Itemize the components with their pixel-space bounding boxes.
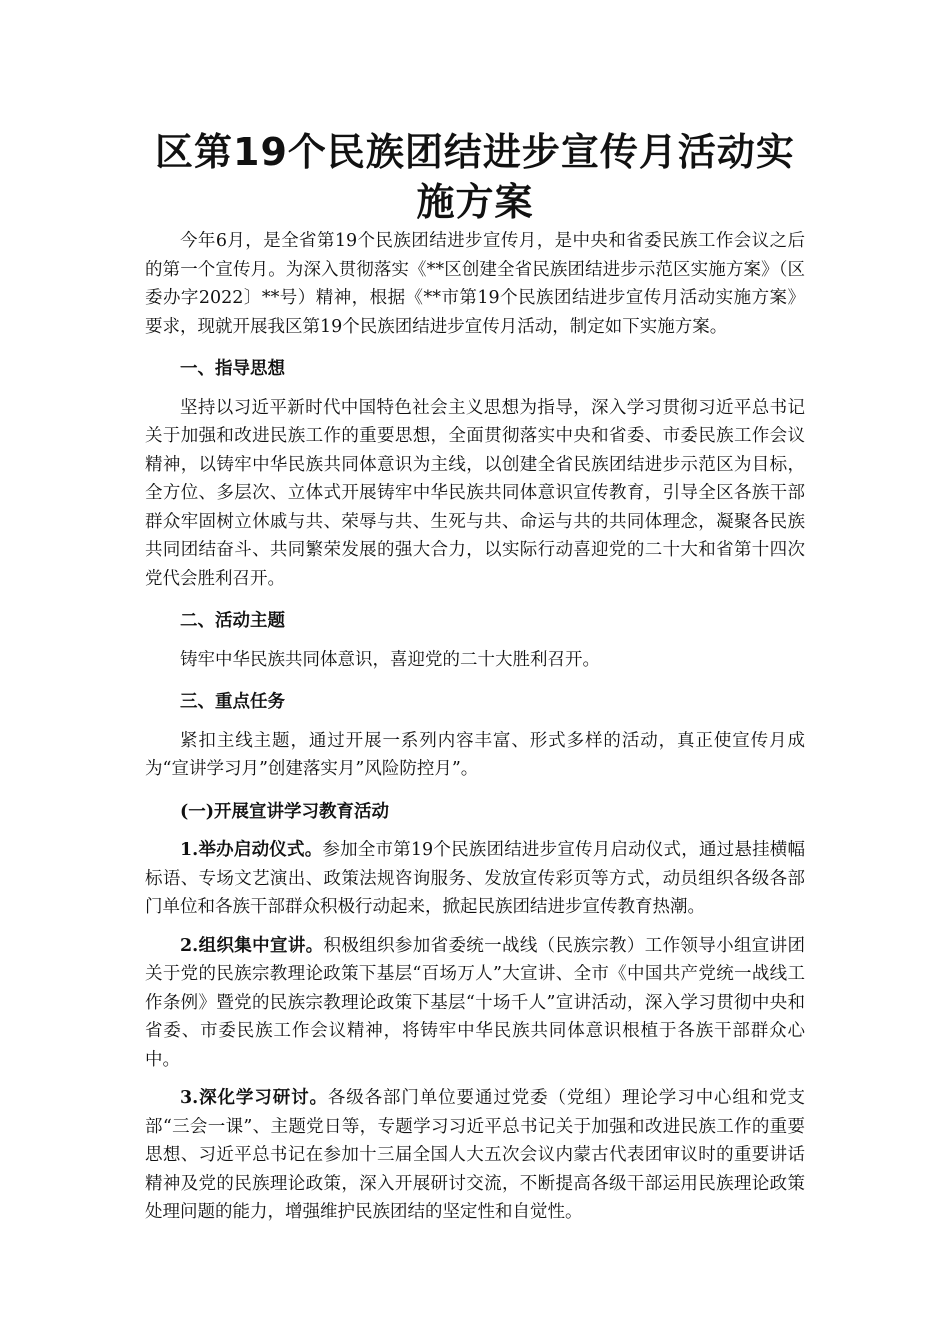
subsection-heading-lecture-activities: (一)开展宣讲学习教育活动 <box>180 801 390 822</box>
section-heading-activity-theme: 二、活动主题 <box>180 611 285 631</box>
task-item-launch-ceremony <box>145 836 805 922</box>
section-heading-guiding-ideology: 一、指导思想 <box>180 359 285 379</box>
document-page <box>145 0 805 1227</box>
intro-paragraph: 今年6月，是全省第19个民族团结进步宣传月，是中央和省委民族工作会议之后的第一个宣传月。为深入贯彻落实《**区创建全省民族团结进步示范区实施方案》（区委办字2022〕**号）精神，根据《**市第19个民族团结进步宣传月活动实施方案》要求，现就开展我区第19个民族团结进步宣传月活动，制定如下实施方案。 <box>145 231 805 337</box>
section-heading-key-tasks: 三、重点任务 <box>180 692 285 712</box>
task-item-lead: 3.深化学习研讨。 <box>180 1088 328 1108</box>
section-body-activity-theme: 铸牢中华民族共同体意识，喜迎党的二十大胜利召开。 <box>180 649 600 670</box>
task-item-text: 各级各部门单位要通过党委（党组）理论学习中心组和党支部“三会一课”、主题党日等，专题学习习近平总书记关于加强和改进民族工作的重要思想、习近平总书记在参加十三届全国人大五次会议内蒙古代表团审议时的重要讲话精神及党的民族理论政策，深入开展研讨交流，不断提高各级干部运用民族理论政策处理问题的能力，增强维护民族团结的坚定性和自觉性。 <box>145 1088 805 1222</box>
task-item-text: 参加全市第19个民族团结进步宣传月启动仪式，通过悬挂横幅标语、专场文艺演出、政策法规咨询服务、发放宣传彩页等方式，动员组织各级各部门单位和各族干部群众积极行动起来，掀起民族团结进步宣传教育热潮。 <box>145 840 805 917</box>
task-item-lead: 2.组织集中宣讲。 <box>180 935 324 956</box>
task-item-lead: 1.举办启动仪式。 <box>180 840 323 860</box>
task-item-study-discussion <box>145 1084 805 1227</box>
task-item-text: 积极组织参加省委统一战线（民族宗教）工作领导小组宣讲团关于党的民族宗教理论政策下基层“百场万人”大宣讲、全市《中国共产党统一战线工作条例》暨党的民族宗教理论政策下基层“十场千人”宣讲活动，深入学习贯彻中央和省委、市委民族工作会议精神，将铸牢中华民族共同体意识根植于各族干部群众心中。 <box>145 935 805 1070</box>
section-body-guiding-ideology: 坚持以习近平新时代中国特色社会主义思想为指导，深入学习贯彻习近平总书记关于加强和改进民族工作的重要思想，全面贯彻落实中央和省委、市委民族工作会议精神，以铸牢中华民族共同体意识为主线，以创建全省民族团结进步示范区为目标，全方位、多层次、立体式开展铸牢中华民族共同体意识宣传教育，引导全区各族干部群众牢固树立休戚与共、荣辱与共、生死与共、命运与共的共同体理念，凝聚各民族共同团结奋斗、共同繁荣发展的强大合力，以实际行动喜迎党的二十大和省第十四次党代会胜利召开。 <box>145 397 805 589</box>
task-item-centralized-lecture <box>145 932 805 1075</box>
section-body-key-tasks: 紧扣主线主题，通过开展一系列内容丰富、形式多样的活动，真正使宣传月成为“宣讲学习月”创建落实月”风险防控月”。 <box>145 730 805 779</box>
document-title: 区第19个民族团结进步宣传月活动实施方案 <box>155 130 795 224</box>
